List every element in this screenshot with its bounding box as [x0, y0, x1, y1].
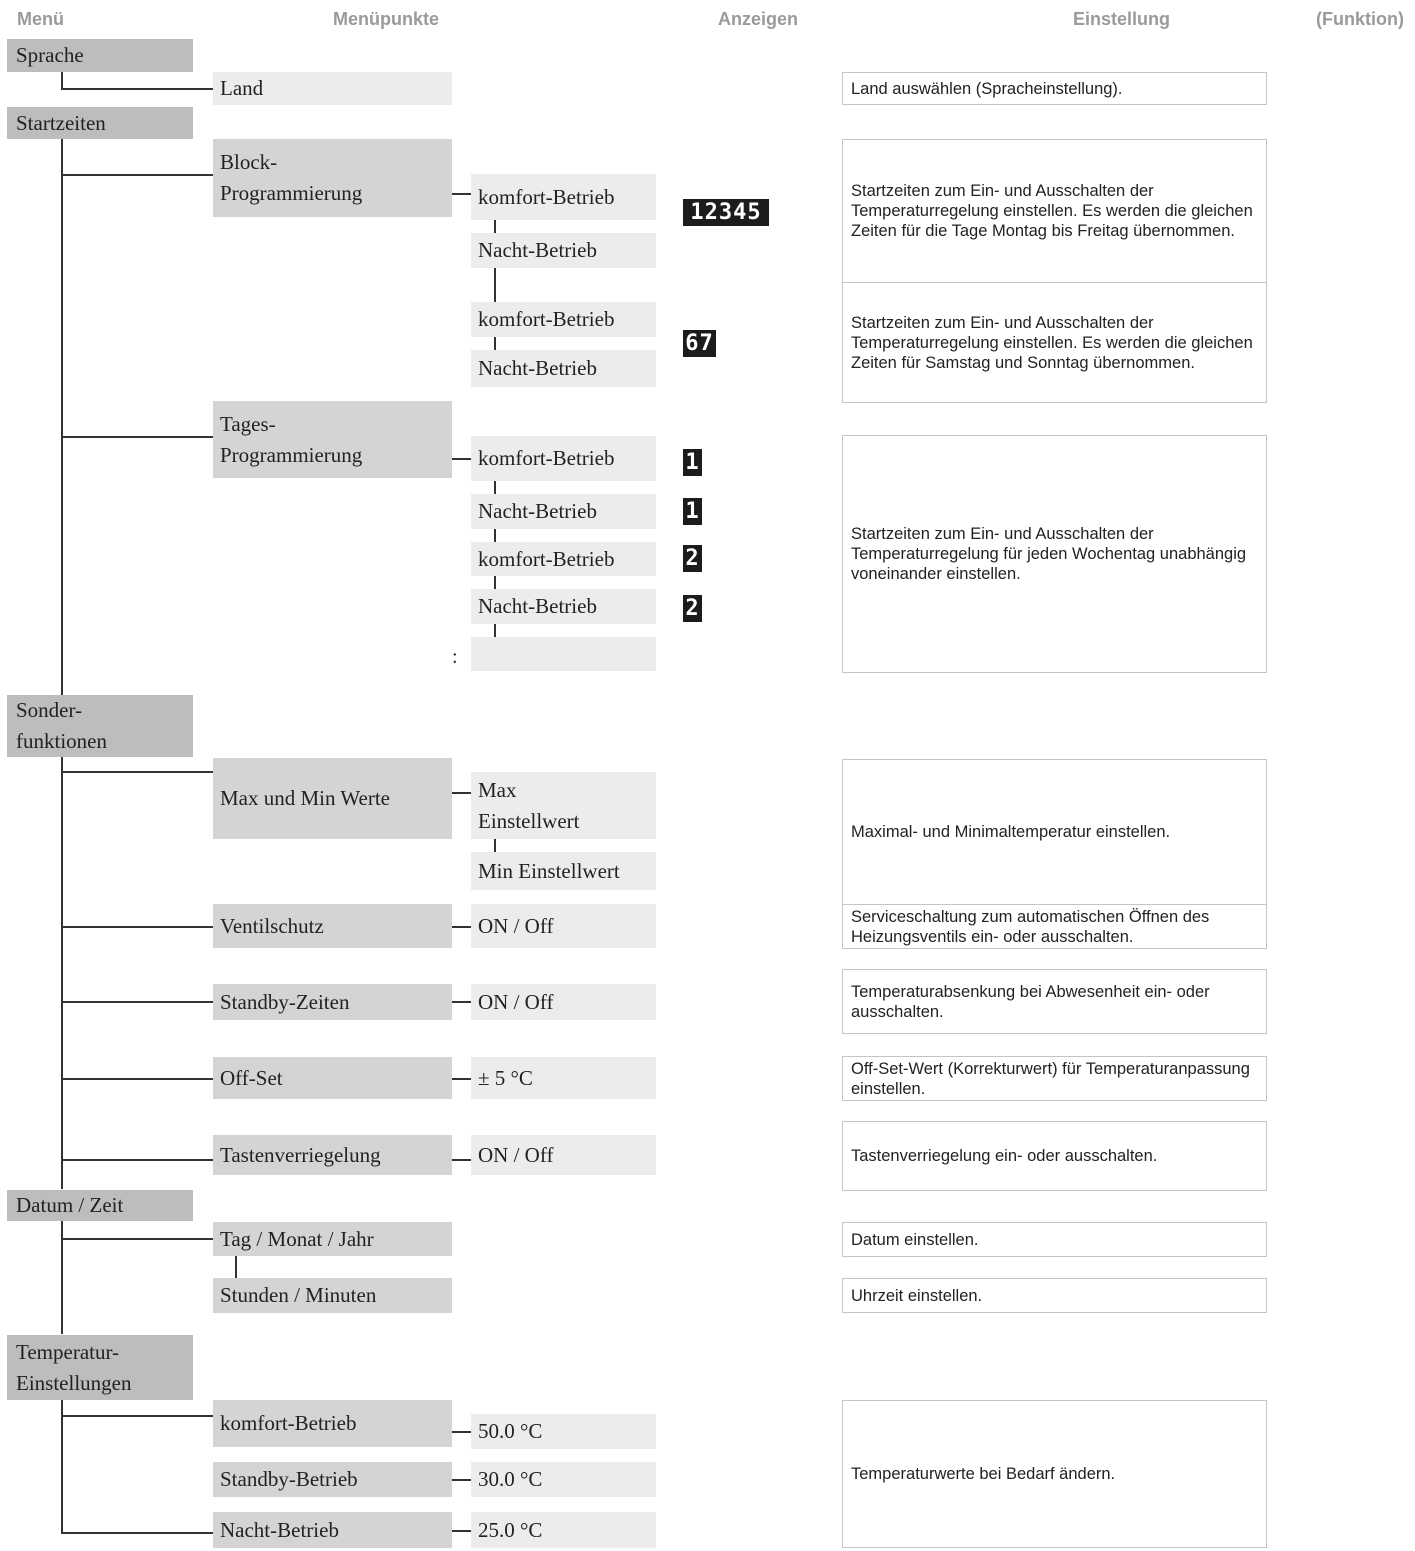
sub-block-komfort-1[interactable]: [471, 174, 656, 220]
item-standby-label: Standby-Betrieb: [220, 1467, 358, 1491]
item-nacht-label: Nacht-Betrieb: [220, 1517, 339, 1542]
sub-offset-value[interactable]: [471, 1057, 656, 1099]
sub-onoff-label: ON / Off: [478, 913, 554, 938]
item-standby-zeiten-label: Standby-Zeiten: [220, 989, 350, 1014]
header-displays: Anzeigen: [718, 9, 799, 29]
setting-land: Land auswählen (Spracheinstellung).: [842, 72, 1267, 105]
sub-min-einstellwert[interactable]: [471, 852, 656, 890]
sub-tasten-onoff[interactable]: [471, 1135, 656, 1175]
item-block-programmierung[interactable]: [213, 139, 452, 217]
setting-block-weekday: Startzeiten zum Ein- und Ausschalten der Temperaturregelung einstellen. Es werden die gleichen Zeiten für die Tage Montag bis Freitag übernommen.: [842, 139, 1267, 283]
menu-temperatur-label-2: Einstellungen: [16, 1370, 132, 1395]
sub-label: komfort-Betrieb: [478, 184, 615, 209]
ellipsis-colon: :: [452, 646, 458, 668]
item-off-set-label: Off-Set: [220, 1065, 283, 1090]
sub-standby-zeiten-onoff[interactable]: [471, 984, 656, 1020]
item-tag-monat-jahr-label: Tag / Monat / Jahr: [220, 1226, 374, 1251]
header-menu: Menü: [17, 9, 64, 29]
menu-sonderfunktionen[interactable]: [7, 695, 193, 757]
item-standby-zeiten[interactable]: [213, 984, 452, 1020]
sub-offset-label: ± 5 °C: [478, 1065, 533, 1090]
sub-onoff-label: ON / Off: [478, 989, 554, 1014]
sub-block-komfort-2[interactable]: [471, 302, 656, 337]
item-tages-programmierung[interactable]: [213, 401, 452, 478]
setting-tastenverriegelung: Tastenverriegelung ein- oder ausschalten.: [842, 1121, 1267, 1191]
item-max-min-werte[interactable]: [213, 758, 452, 839]
sub-label: komfort-Betrieb: [478, 307, 615, 331]
item-ventilschutz[interactable]: [213, 904, 452, 948]
setting-standby-zeiten: Temperaturabsenkung bei Abwesenheit ein- oder ausschalten.: [842, 969, 1267, 1034]
item-land-label: Land: [220, 76, 264, 100]
sub-label: Nacht-Betrieb: [478, 238, 597, 262]
display-days-67: 67: [683, 330, 716, 357]
display-days-12345: 12345: [683, 199, 769, 226]
sub-tages-komfort-1[interactable]: [471, 436, 656, 481]
sub-onoff-label: ON / Off: [478, 1142, 554, 1167]
sub-min-label: Min Einstellwert: [478, 858, 620, 883]
item-off-set[interactable]: [213, 1057, 452, 1099]
item-max-min-label: Max und Min Werte: [220, 786, 390, 810]
display-day-2b: 2: [683, 595, 702, 622]
item-tages-label-2: Programmierung: [220, 442, 363, 467]
sub-label: Nacht-Betrieb: [478, 356, 597, 380]
setting-off-set: Off-Set-Wert (Korrekturwert) für Temperaturanpassung einstellen.: [842, 1056, 1267, 1101]
menu-temperatur-label-1: Temperatur-: [16, 1339, 120, 1364]
sub-nacht-temp[interactable]: [471, 1512, 656, 1548]
sub-ventilschutz-onoff[interactable]: [471, 904, 656, 948]
sub-tages-nacht-2[interactable]: [471, 589, 656, 624]
sub-tages-komfort-2[interactable]: [471, 542, 656, 576]
item-komfort-betrieb[interactable]: [213, 1400, 452, 1447]
sub-komfort-temp[interactable]: [471, 1414, 656, 1449]
display-day-2a: 2: [683, 545, 702, 572]
setting-temperatur: Temperaturwerte bei Bedarf ändern.: [842, 1400, 1267, 1548]
item-land[interactable]: [213, 72, 452, 105]
item-stunden-minuten[interactable]: [213, 1278, 452, 1313]
item-nacht-betrieb[interactable]: [213, 1512, 452, 1548]
item-tastenverriegelung[interactable]: [213, 1135, 452, 1175]
sub-label: Nacht-Betrieb: [478, 594, 597, 618]
sub-label: komfort-Betrieb: [478, 546, 615, 571]
item-block-label-2: Programmierung: [220, 181, 363, 205]
sub-tages-more[interactable]: [471, 637, 656, 671]
menu-sonderfunktionen-label-1: Sonder-: [16, 698, 83, 722]
header-function: (Funktion): [1316, 9, 1404, 29]
item-tag-monat-jahr[interactable]: [213, 1222, 452, 1256]
setting-ventilschutz: Serviceschaltung zum automatischen Öffnen des Heizungsventils ein- oder ausschalten.: [842, 904, 1267, 949]
setting-max-min: Maximal- und Minimaltemperatur einstellen.: [842, 759, 1267, 905]
setting-datum: Datum einstellen.: [842, 1222, 1267, 1257]
menu-datum-zeit[interactable]: [7, 1190, 193, 1221]
sub-label: Nacht-Betrieb: [478, 499, 597, 523]
sub-temp-label: 50.0 °C: [478, 1419, 543, 1443]
menu-startzeiten-label: Startzeiten: [16, 110, 106, 135]
header-setting: Einstellung: [1073, 9, 1171, 29]
sub-standby-temp[interactable]: [471, 1462, 656, 1497]
display-day-1a: 1: [683, 449, 702, 476]
item-ventilschutz-label: Ventilschutz: [220, 913, 324, 938]
sub-block-nacht-2[interactable]: [471, 350, 656, 387]
sub-block-nacht-1[interactable]: [471, 233, 656, 268]
menu-sonderfunktionen-label-2: funktionen: [16, 729, 107, 753]
item-standby-betrieb[interactable]: [213, 1462, 452, 1497]
item-stunden-minuten-label: Stunden / Minuten: [220, 1283, 377, 1307]
sub-label: komfort-Betrieb: [478, 446, 615, 470]
sub-max-label-2: Einstellwert: [478, 808, 580, 833]
display-day-1b: 1: [683, 498, 702, 525]
sub-tages-nacht-1[interactable]: [471, 494, 656, 529]
header-menu-items: Menüpunkte: [333, 9, 439, 29]
setting-tages: Startzeiten zum Ein- und Ausschalten der Temperaturregelung für jeden Wochentag unabhängig voneinander einstellen.: [842, 435, 1267, 673]
item-tastenverriegelung-label: Tastenverriegelung: [220, 1142, 381, 1167]
setting-block-weekend: Startzeiten zum Ein- und Ausschalten der Temperaturregelung einstellen. Es werden die gleichen Zeiten für Samstag und Sonntag übernommen.: [842, 282, 1267, 403]
sub-max-einstellwert[interactable]: [471, 772, 656, 839]
menu-datum-zeit-label: Datum / Zeit: [16, 1193, 124, 1217]
menu-sprache-label: Sprache: [16, 43, 84, 67]
item-block-label-1: Block-: [220, 150, 278, 174]
sub-temp-label: 30.0 °C: [478, 1467, 543, 1491]
sub-max-label-1: Max: [478, 777, 517, 802]
menu-startzeiten[interactable]: [7, 107, 193, 139]
sub-temp-label: 25.0 °C: [478, 1517, 543, 1542]
menu-temperatur-einstellungen[interactable]: [7, 1335, 193, 1400]
menu-sprache[interactable]: [7, 39, 193, 72]
item-komfort-label: komfort-Betrieb: [220, 1411, 357, 1435]
item-tages-label-1: Tages-: [220, 411, 276, 436]
setting-uhrzeit: Uhrzeit einstellen.: [842, 1278, 1267, 1313]
